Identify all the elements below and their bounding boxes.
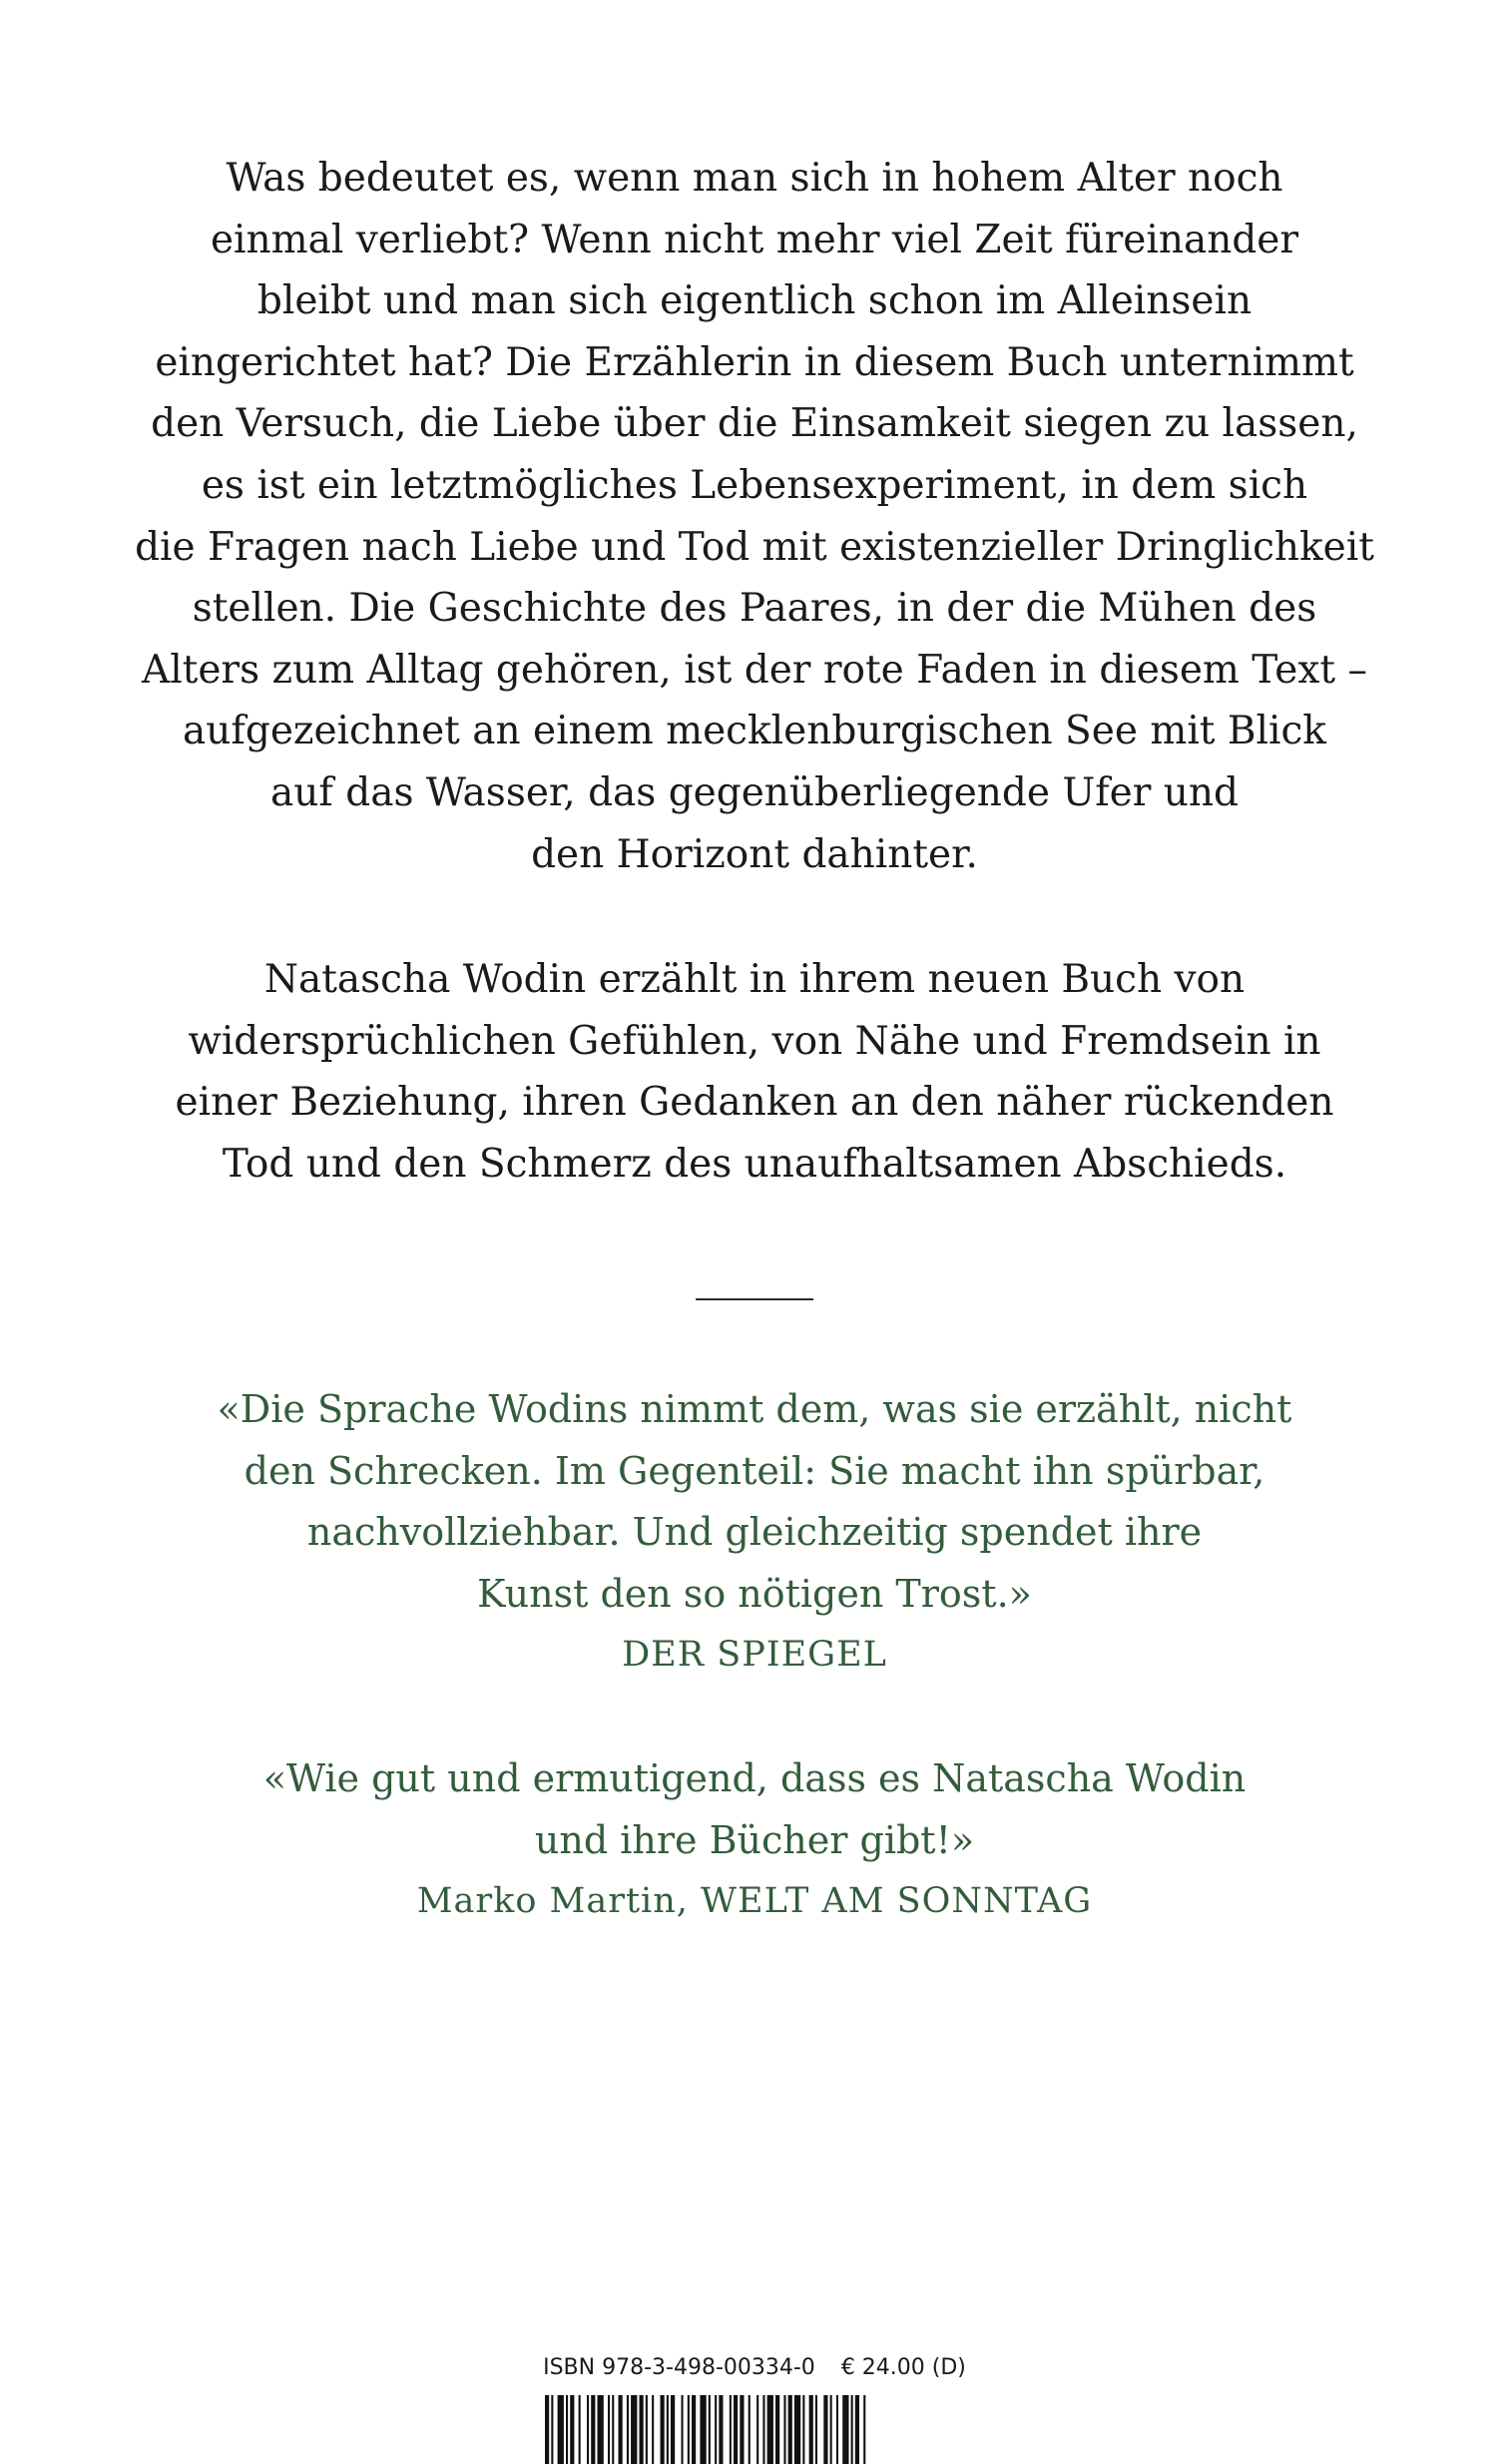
barcode-bar xyxy=(671,2395,675,2464)
blurb-paragraph-2 xyxy=(0,949,1509,1195)
blurb-line: den Horizont dahinter. xyxy=(531,831,978,877)
barcode-bar xyxy=(842,2395,848,2464)
barcode-bar xyxy=(749,2395,751,2464)
barcode-bar xyxy=(734,2395,738,2464)
blurb-line: es ist ein letztmögliches Lebensexperiment, in dem sich xyxy=(201,462,1308,508)
barcode-bar xyxy=(719,2395,723,2464)
blurb-line: eingerichtet hat? Die Erzählerin in diesem Buch unternimmt xyxy=(155,339,1354,385)
barcode-bar xyxy=(570,2395,574,2464)
barcode-bar xyxy=(627,2395,629,2464)
barcode-bar xyxy=(591,2395,595,2464)
barcode-bar xyxy=(692,2395,696,2464)
barcode-bar xyxy=(851,2395,853,2464)
quote-line: Kunst den so nötigen Trost.» xyxy=(477,1571,1032,1616)
barcode-bar xyxy=(815,2395,817,2464)
barcode-bar xyxy=(855,2395,859,2464)
barcode-bar xyxy=(545,2395,549,2464)
press-quote-1 xyxy=(0,1379,1509,1687)
barcode-bar xyxy=(830,2395,832,2464)
blurb-line: einmal verliebt? Wenn nicht mehr viel Zeit füreinander xyxy=(210,217,1299,262)
press-quote-2 xyxy=(0,1748,1509,1933)
barcode-icon xyxy=(545,2395,964,2464)
barcode-bar xyxy=(551,2395,553,2464)
barcode-bar xyxy=(767,2395,773,2464)
barcode-bar xyxy=(709,2395,711,2464)
barcode-bar xyxy=(783,2395,785,2464)
barcode-bar xyxy=(688,2395,690,2464)
isbn-price-line xyxy=(0,2351,1509,2385)
barcode-bar xyxy=(579,2395,581,2464)
barcode-bar xyxy=(587,2395,589,2464)
section-divider xyxy=(696,1298,813,1300)
barcode-bar xyxy=(740,2395,744,2464)
quote-line: «Die Sprache Wodins nimmt dem, was sie erzählt, nicht xyxy=(217,1387,1292,1431)
barcode-bar xyxy=(640,2395,644,2464)
isbn-number: ISBN 978-3-498-00334-0 xyxy=(543,2355,815,2380)
blurb-paragraph-1 xyxy=(0,148,1509,885)
barcode-bar xyxy=(667,2395,669,2464)
blurb-line: einer Beziehung, ihren Gedanken an den näher rückenden xyxy=(175,1080,1334,1126)
barcode-bar xyxy=(700,2395,706,2464)
barcode-bar xyxy=(598,2395,604,2464)
quote-source: Marko Martin, WELT AM SONNTAG xyxy=(416,1881,1093,1922)
barcode-bar xyxy=(652,2395,654,2464)
barcode-bar xyxy=(730,2395,732,2464)
blurb-line: die Fragen nach Liebe und Tod mit existenzieller Dringlichkeit xyxy=(135,524,1374,570)
barcode-bar xyxy=(863,2395,865,2464)
barcode-bar xyxy=(794,2395,800,2464)
barcode-bar xyxy=(661,2395,665,2464)
barcode-bar xyxy=(608,2395,610,2464)
blurb-line: aufgezeichnet an einem mecklenburgischen See mit Blick xyxy=(183,709,1326,754)
barcode-bar xyxy=(802,2395,804,2464)
barcode-bar xyxy=(631,2395,637,2464)
barcode-bar xyxy=(809,2395,813,2464)
barcode-bar xyxy=(715,2395,717,2464)
barcode-bar xyxy=(566,2395,568,2464)
blurb-line: auf das Wasser, das gegenüberliegende Ufer und xyxy=(270,769,1239,815)
blurb-line: Was bedeutet es, wenn man sich in hohem Alter noch xyxy=(226,156,1283,201)
quote-line: den Schrecken. Im Gegenteil: Sie macht ihn spürbar, xyxy=(244,1448,1265,1493)
quote-line: «Wie gut und ermutigend, dass es Natascha Wodin xyxy=(262,1756,1247,1800)
barcode-bar xyxy=(612,2395,614,2464)
barcode-bar xyxy=(558,2395,564,2464)
barcode-bar xyxy=(682,2395,684,2464)
barcode-bar xyxy=(823,2395,827,2464)
blurb-line: Tod und den Schmerz des unaufhaltsamen Abschieds. xyxy=(222,1141,1287,1187)
barcode-bar xyxy=(756,2395,758,2464)
barcode-bar xyxy=(762,2395,764,2464)
barcode-bar xyxy=(775,2395,779,2464)
barcode-bar xyxy=(836,2395,838,2464)
blurb-line: Alters zum Alltag gehören, ist der rote Faden in diesem Text – xyxy=(142,647,1367,693)
blurb-line: den Versuch, die Liebe über die Einsamkeit siegen zu lassen, xyxy=(151,401,1358,447)
barcode-bar xyxy=(619,2395,623,2464)
barcode-bar xyxy=(646,2395,648,2464)
blurb-line: widersprüchlichen Gefühlen, von Nähe und Fremdsein in xyxy=(188,1018,1321,1064)
quote-source: DER SPIEGEL xyxy=(622,1635,887,1676)
blurb-line: stellen. Die Geschichte des Paares, in der die Mühen des xyxy=(192,586,1317,632)
blurb-line: bleibt und man sich eigentlich schon im Alleinsein xyxy=(256,278,1253,324)
blurb-line: Natascha Wodin erzählt in ihrem neuen Buch von xyxy=(263,957,1246,1002)
quote-line: nachvollziehbar. Und gleichzeitig spendet ihre xyxy=(306,1510,1203,1555)
barcode-bar xyxy=(788,2395,792,2464)
quote-line: und ihre Bücher gibt!» xyxy=(534,1817,975,1862)
price-label: € 24.00 (D) xyxy=(840,2355,966,2380)
